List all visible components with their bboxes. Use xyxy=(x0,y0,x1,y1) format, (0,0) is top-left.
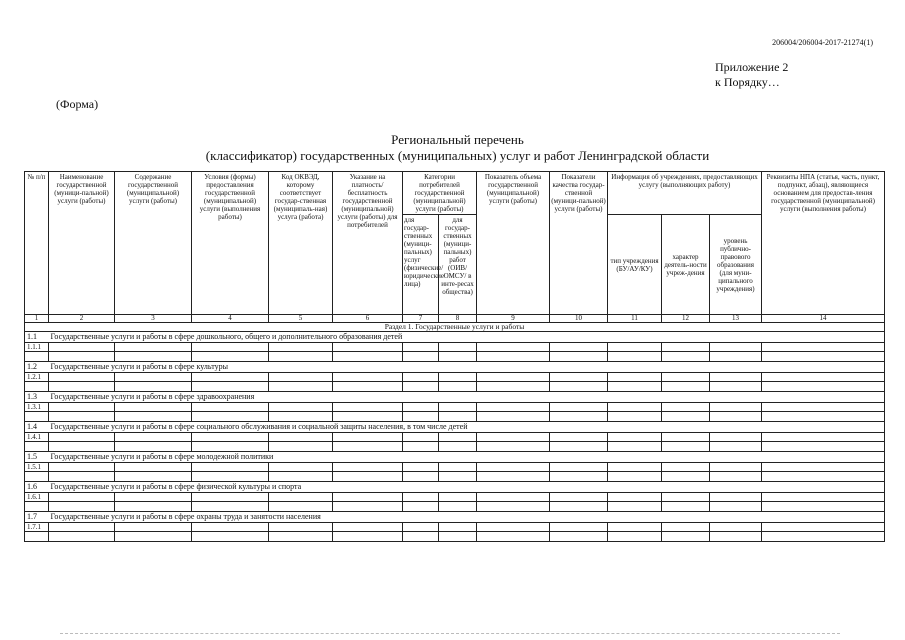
empty-cell xyxy=(662,502,710,512)
empty-cell xyxy=(439,442,477,452)
empty-cell xyxy=(439,382,477,392)
empty-cell xyxy=(710,442,762,452)
empty-cell xyxy=(403,523,439,532)
group-title: Государственные услуги и работы в сфере молодежной политики xyxy=(49,452,885,463)
empty-cell xyxy=(192,493,269,502)
group-number: 1.3 xyxy=(25,392,49,403)
group-title: Государственные услуги и работы в сфере физической культуры и спорта xyxy=(49,482,885,493)
empty-cell xyxy=(439,472,477,482)
empty-cell xyxy=(333,523,403,532)
empty-cell xyxy=(762,412,885,422)
group-title: Государственные услуги и работы в сфере охраны труда и занятости населения xyxy=(49,512,885,523)
empty-cell xyxy=(550,433,608,442)
header-consumers-works: для государ-ственных (муници-пальных) работ (ОИВ/ ОМСУ/ в инте-ресах общества) xyxy=(439,215,477,315)
empty-cell xyxy=(608,412,662,422)
empty-cell xyxy=(710,403,762,412)
empty-cell xyxy=(477,502,550,512)
empty-cell xyxy=(439,523,477,532)
empty-cell xyxy=(762,523,885,532)
empty-cell xyxy=(439,433,477,442)
empty-cell xyxy=(269,502,333,512)
empty-cell xyxy=(550,352,608,362)
empty-cell xyxy=(662,343,710,352)
empty-cell xyxy=(115,382,192,392)
empty-cell xyxy=(269,382,333,392)
empty-cell xyxy=(477,463,550,472)
column-number: 3 xyxy=(115,315,192,323)
empty-cell xyxy=(333,532,403,542)
header-volume: Показатель объема государственной (муниципальной) услуги (работы) xyxy=(477,172,550,315)
register-table xyxy=(24,171,885,542)
empty-cell xyxy=(439,352,477,362)
empty-cell xyxy=(192,463,269,472)
subgroup-number: 1.6.1 xyxy=(25,493,49,502)
document-id: 206004/206004-2017-21274(1) xyxy=(772,38,873,47)
empty-cell xyxy=(115,433,192,442)
group-number: 1.4 xyxy=(25,422,49,433)
empty-cell xyxy=(25,532,49,542)
header-institutions: Информация об учреждениях, предоставляющих услугу (выполняющих работу) xyxy=(608,172,762,215)
column-number: 8 xyxy=(439,315,477,323)
empty-cell xyxy=(269,343,333,352)
empty-cell xyxy=(477,403,550,412)
empty-cell xyxy=(662,352,710,362)
empty-cell xyxy=(333,403,403,412)
empty-cell xyxy=(550,502,608,512)
empty-cell xyxy=(403,382,439,392)
subgroup-number: 1.5.1 xyxy=(25,463,49,472)
empty-cell xyxy=(710,532,762,542)
empty-cell xyxy=(710,433,762,442)
empty-cell xyxy=(608,382,662,392)
empty-cell xyxy=(49,442,115,452)
header-quality: Показатели качества государ-ственной (муници-пальной) услуги (работы) xyxy=(550,172,608,315)
group-number: 1.5 xyxy=(25,452,49,463)
appendix-line-1: Приложение 2 xyxy=(715,60,789,74)
empty-cell xyxy=(269,352,333,362)
header-okved: Код ОКВЭД, которому соответствует государ-ственная (муниципаль-ная) услуга (работа) xyxy=(269,172,333,315)
empty-cell xyxy=(477,373,550,382)
header-conditions: Условия (формы) предоставления государственной (муниципальной) услуги (выполнения работы) xyxy=(192,172,269,315)
empty-cell xyxy=(49,343,115,352)
group-number: 1.6 xyxy=(25,482,49,493)
empty-cell xyxy=(115,472,192,482)
empty-cell xyxy=(439,502,477,512)
empty-cell xyxy=(550,523,608,532)
header-num: № п/п xyxy=(25,172,49,315)
empty-cell xyxy=(710,343,762,352)
column-number: 11 xyxy=(608,315,662,323)
empty-cell xyxy=(115,343,192,352)
empty-cell xyxy=(49,352,115,362)
empty-cell xyxy=(550,412,608,422)
empty-cell xyxy=(477,352,550,362)
empty-cell xyxy=(403,412,439,422)
column-number: 6 xyxy=(333,315,403,323)
empty-cell xyxy=(662,382,710,392)
empty-cell xyxy=(762,403,885,412)
group-row xyxy=(25,362,885,373)
empty-cell xyxy=(49,493,115,502)
empty-cell xyxy=(710,373,762,382)
group-title: Государственные услуги и работы в сфере здравоохранения xyxy=(49,392,885,403)
empty-cell xyxy=(333,352,403,362)
empty-cell xyxy=(192,442,269,452)
empty-cell xyxy=(439,412,477,422)
empty-cell xyxy=(608,523,662,532)
empty-cell xyxy=(550,442,608,452)
header-activity: характер деятель-ности учреж-дения xyxy=(662,215,710,315)
group-row xyxy=(25,512,885,523)
empty-cell xyxy=(762,502,885,512)
blank-row xyxy=(25,502,885,512)
empty-cell xyxy=(477,493,550,502)
empty-cell xyxy=(662,433,710,442)
empty-cell xyxy=(762,532,885,542)
page-edge-line xyxy=(60,633,840,635)
header-service-name: Наименование государственной (муници-пальной) услуги (работы) xyxy=(49,172,115,315)
empty-cell xyxy=(25,502,49,512)
empty-cell xyxy=(550,493,608,502)
subgroup-row xyxy=(25,433,885,442)
empty-cell xyxy=(115,532,192,542)
header-payment: Указание на платность/ бесплатность государственной (муниципальной) услуги (работы) для потребителей xyxy=(333,172,403,315)
empty-cell xyxy=(710,523,762,532)
empty-cell xyxy=(25,442,49,452)
empty-cell xyxy=(608,403,662,412)
empty-cell xyxy=(403,373,439,382)
appendix-line-2: к Порядку… xyxy=(715,75,780,89)
empty-cell xyxy=(333,343,403,352)
group-row xyxy=(25,392,885,403)
blank-row xyxy=(25,412,885,422)
empty-cell xyxy=(550,373,608,382)
empty-cell xyxy=(710,382,762,392)
empty-cell xyxy=(333,373,403,382)
blank-row xyxy=(25,532,885,542)
empty-cell xyxy=(25,352,49,362)
empty-cell xyxy=(608,442,662,452)
blank-row xyxy=(25,382,885,392)
empty-cell xyxy=(710,352,762,362)
empty-cell xyxy=(269,403,333,412)
empty-cell xyxy=(662,532,710,542)
empty-cell xyxy=(269,523,333,532)
empty-cell xyxy=(550,532,608,542)
group-title: Государственные услуги и работы в сфере социального обслуживания и социальной защиты населения, в том числе детей xyxy=(49,422,885,433)
empty-cell xyxy=(662,523,710,532)
empty-cell xyxy=(550,382,608,392)
blank-row xyxy=(25,442,885,452)
empty-cell xyxy=(662,373,710,382)
subgroup-number: 1.4.1 xyxy=(25,433,49,442)
empty-cell xyxy=(269,532,333,542)
empty-cell xyxy=(49,403,115,412)
empty-cell xyxy=(192,403,269,412)
empty-cell xyxy=(403,403,439,412)
subgroup-row xyxy=(25,343,885,352)
empty-cell xyxy=(662,472,710,482)
empty-cell xyxy=(403,472,439,482)
form-label: (Форма) xyxy=(56,97,99,111)
header-consumers: Категории потребителей государственной (муниципальной) услуги (работы) xyxy=(403,172,477,215)
group-title: Государственные услуги и работы в сфере культуры xyxy=(49,362,885,373)
empty-cell xyxy=(439,373,477,382)
empty-cell xyxy=(115,502,192,512)
empty-cell xyxy=(608,463,662,472)
empty-cell xyxy=(115,352,192,362)
empty-cell xyxy=(439,463,477,472)
section-title: Раздел 1. Государственные услуги и работы xyxy=(25,323,885,332)
column-number: 12 xyxy=(662,315,710,323)
group-number: 1.2 xyxy=(25,362,49,373)
empty-cell xyxy=(762,343,885,352)
empty-cell xyxy=(269,493,333,502)
subgroup-number: 1.2.1 xyxy=(25,373,49,382)
empty-cell xyxy=(439,532,477,542)
empty-cell xyxy=(49,523,115,532)
empty-cell xyxy=(762,472,885,482)
empty-cell xyxy=(192,343,269,352)
empty-cell xyxy=(477,472,550,482)
group-row xyxy=(25,452,885,463)
empty-cell xyxy=(333,463,403,472)
title-line-1: Региональный перечень xyxy=(391,132,524,147)
column-number: 5 xyxy=(269,315,333,323)
empty-cell xyxy=(550,472,608,482)
empty-cell xyxy=(710,472,762,482)
empty-cell xyxy=(403,343,439,352)
empty-cell xyxy=(333,382,403,392)
empty-cell xyxy=(269,373,333,382)
empty-cell xyxy=(25,472,49,482)
header-inst-type: тип учреждения (БУ/АУ/КУ) xyxy=(608,215,662,315)
empty-cell xyxy=(115,412,192,422)
empty-cell xyxy=(662,463,710,472)
empty-cell xyxy=(608,502,662,512)
column-number: 10 xyxy=(550,315,608,323)
column-number: 4 xyxy=(192,315,269,323)
header-row-top xyxy=(25,172,885,215)
empty-cell xyxy=(608,532,662,542)
empty-cell xyxy=(662,442,710,452)
empty-cell xyxy=(477,433,550,442)
empty-cell xyxy=(662,403,710,412)
empty-cell xyxy=(333,502,403,512)
empty-cell xyxy=(608,433,662,442)
empty-cell xyxy=(25,412,49,422)
empty-cell xyxy=(333,433,403,442)
group-row xyxy=(25,332,885,343)
empty-cell xyxy=(269,463,333,472)
group-row xyxy=(25,482,885,493)
empty-cell xyxy=(49,532,115,542)
empty-cell xyxy=(608,472,662,482)
empty-cell xyxy=(550,463,608,472)
empty-cell xyxy=(477,412,550,422)
empty-cell xyxy=(710,412,762,422)
empty-cell xyxy=(115,523,192,532)
empty-cell xyxy=(662,412,710,422)
empty-cell xyxy=(115,373,192,382)
empty-cell xyxy=(710,493,762,502)
empty-cell xyxy=(49,433,115,442)
empty-cell xyxy=(439,403,477,412)
group-title: Государственные услуги и работы в сфере дошкольного, общего и дополнительного образования детей xyxy=(49,332,885,343)
empty-cell xyxy=(192,382,269,392)
empty-cell xyxy=(403,502,439,512)
empty-cell xyxy=(550,343,608,352)
empty-cell xyxy=(403,433,439,442)
empty-cell xyxy=(762,493,885,502)
empty-cell xyxy=(333,472,403,482)
blank-row xyxy=(25,472,885,482)
empty-cell xyxy=(608,493,662,502)
subgroup-row xyxy=(25,403,885,412)
empty-cell xyxy=(333,442,403,452)
empty-cell xyxy=(662,493,710,502)
empty-cell xyxy=(269,412,333,422)
empty-cell xyxy=(49,472,115,482)
subgroup-row xyxy=(25,493,885,502)
empty-cell xyxy=(550,403,608,412)
empty-cell xyxy=(762,433,885,442)
empty-cell xyxy=(439,343,477,352)
header-level: уровень публично-правового образования (для муни-ципального учреждения) xyxy=(710,215,762,315)
empty-cell xyxy=(49,502,115,512)
empty-cell xyxy=(403,493,439,502)
empty-cell xyxy=(115,493,192,502)
empty-cell xyxy=(403,463,439,472)
empty-cell xyxy=(608,373,662,382)
empty-cell xyxy=(762,442,885,452)
empty-cell xyxy=(192,502,269,512)
subgroup-row xyxy=(25,373,885,382)
empty-cell xyxy=(49,412,115,422)
empty-cell xyxy=(608,343,662,352)
subgroup-row xyxy=(25,463,885,472)
empty-cell xyxy=(115,403,192,412)
empty-cell xyxy=(192,433,269,442)
header-consumers-services: для государ-ственных (муници-пальных) услуг (физические/ юридические лица) xyxy=(403,215,439,315)
column-number: 9 xyxy=(477,315,550,323)
empty-cell xyxy=(49,382,115,392)
header-content: Содержание государственной (муниципальной) услуги (работы) xyxy=(115,172,192,315)
empty-cell xyxy=(49,373,115,382)
subgroup-row xyxy=(25,523,885,532)
empty-cell xyxy=(439,493,477,502)
empty-cell xyxy=(25,382,49,392)
empty-cell xyxy=(192,412,269,422)
subgroup-number: 1.3.1 xyxy=(25,403,49,412)
empty-cell xyxy=(333,493,403,502)
empty-cell xyxy=(403,352,439,362)
empty-cell xyxy=(762,382,885,392)
empty-cell xyxy=(192,472,269,482)
empty-cell xyxy=(608,352,662,362)
empty-cell xyxy=(192,523,269,532)
empty-cell xyxy=(403,532,439,542)
empty-cell xyxy=(477,442,550,452)
column-number: 2 xyxy=(49,315,115,323)
empty-cell xyxy=(477,343,550,352)
empty-cell xyxy=(269,442,333,452)
column-number: 13 xyxy=(710,315,762,323)
empty-cell xyxy=(115,463,192,472)
empty-cell xyxy=(269,433,333,442)
section-row xyxy=(25,323,885,332)
blank-row xyxy=(25,352,885,362)
empty-cell xyxy=(403,442,439,452)
empty-cell xyxy=(762,463,885,472)
empty-cell xyxy=(477,382,550,392)
subgroup-number: 1.7.1 xyxy=(25,523,49,532)
empty-cell xyxy=(49,463,115,472)
empty-cell xyxy=(192,532,269,542)
empty-cell xyxy=(192,352,269,362)
page-title xyxy=(0,132,905,164)
empty-cell xyxy=(115,442,192,452)
empty-cell xyxy=(333,412,403,422)
empty-cell xyxy=(762,373,885,382)
subgroup-number: 1.1.1 xyxy=(25,343,49,352)
title-line-2: (классификатор) государственных (муниципальных) услуг и работ Ленинградской области xyxy=(205,148,710,163)
empty-cell xyxy=(477,523,550,532)
appendix-note xyxy=(715,60,788,90)
empty-cell xyxy=(710,502,762,512)
column-number: 14 xyxy=(762,315,885,323)
empty-cell xyxy=(192,373,269,382)
column-number: 7 xyxy=(403,315,439,323)
empty-cell xyxy=(762,352,885,362)
empty-cell xyxy=(710,463,762,472)
group-row xyxy=(25,422,885,433)
empty-cell xyxy=(269,472,333,482)
header-npa: Реквизиты НПА (статья, часть, пункт, подпункт, абзац), являющиеся основанием для предостав-ления государственной (муниципальной) услуги (выполнения работы) xyxy=(762,172,885,315)
group-number: 1.7 xyxy=(25,512,49,523)
empty-cell xyxy=(477,532,550,542)
group-number: 1.1 xyxy=(25,332,49,343)
column-number: 1 xyxy=(25,315,49,323)
